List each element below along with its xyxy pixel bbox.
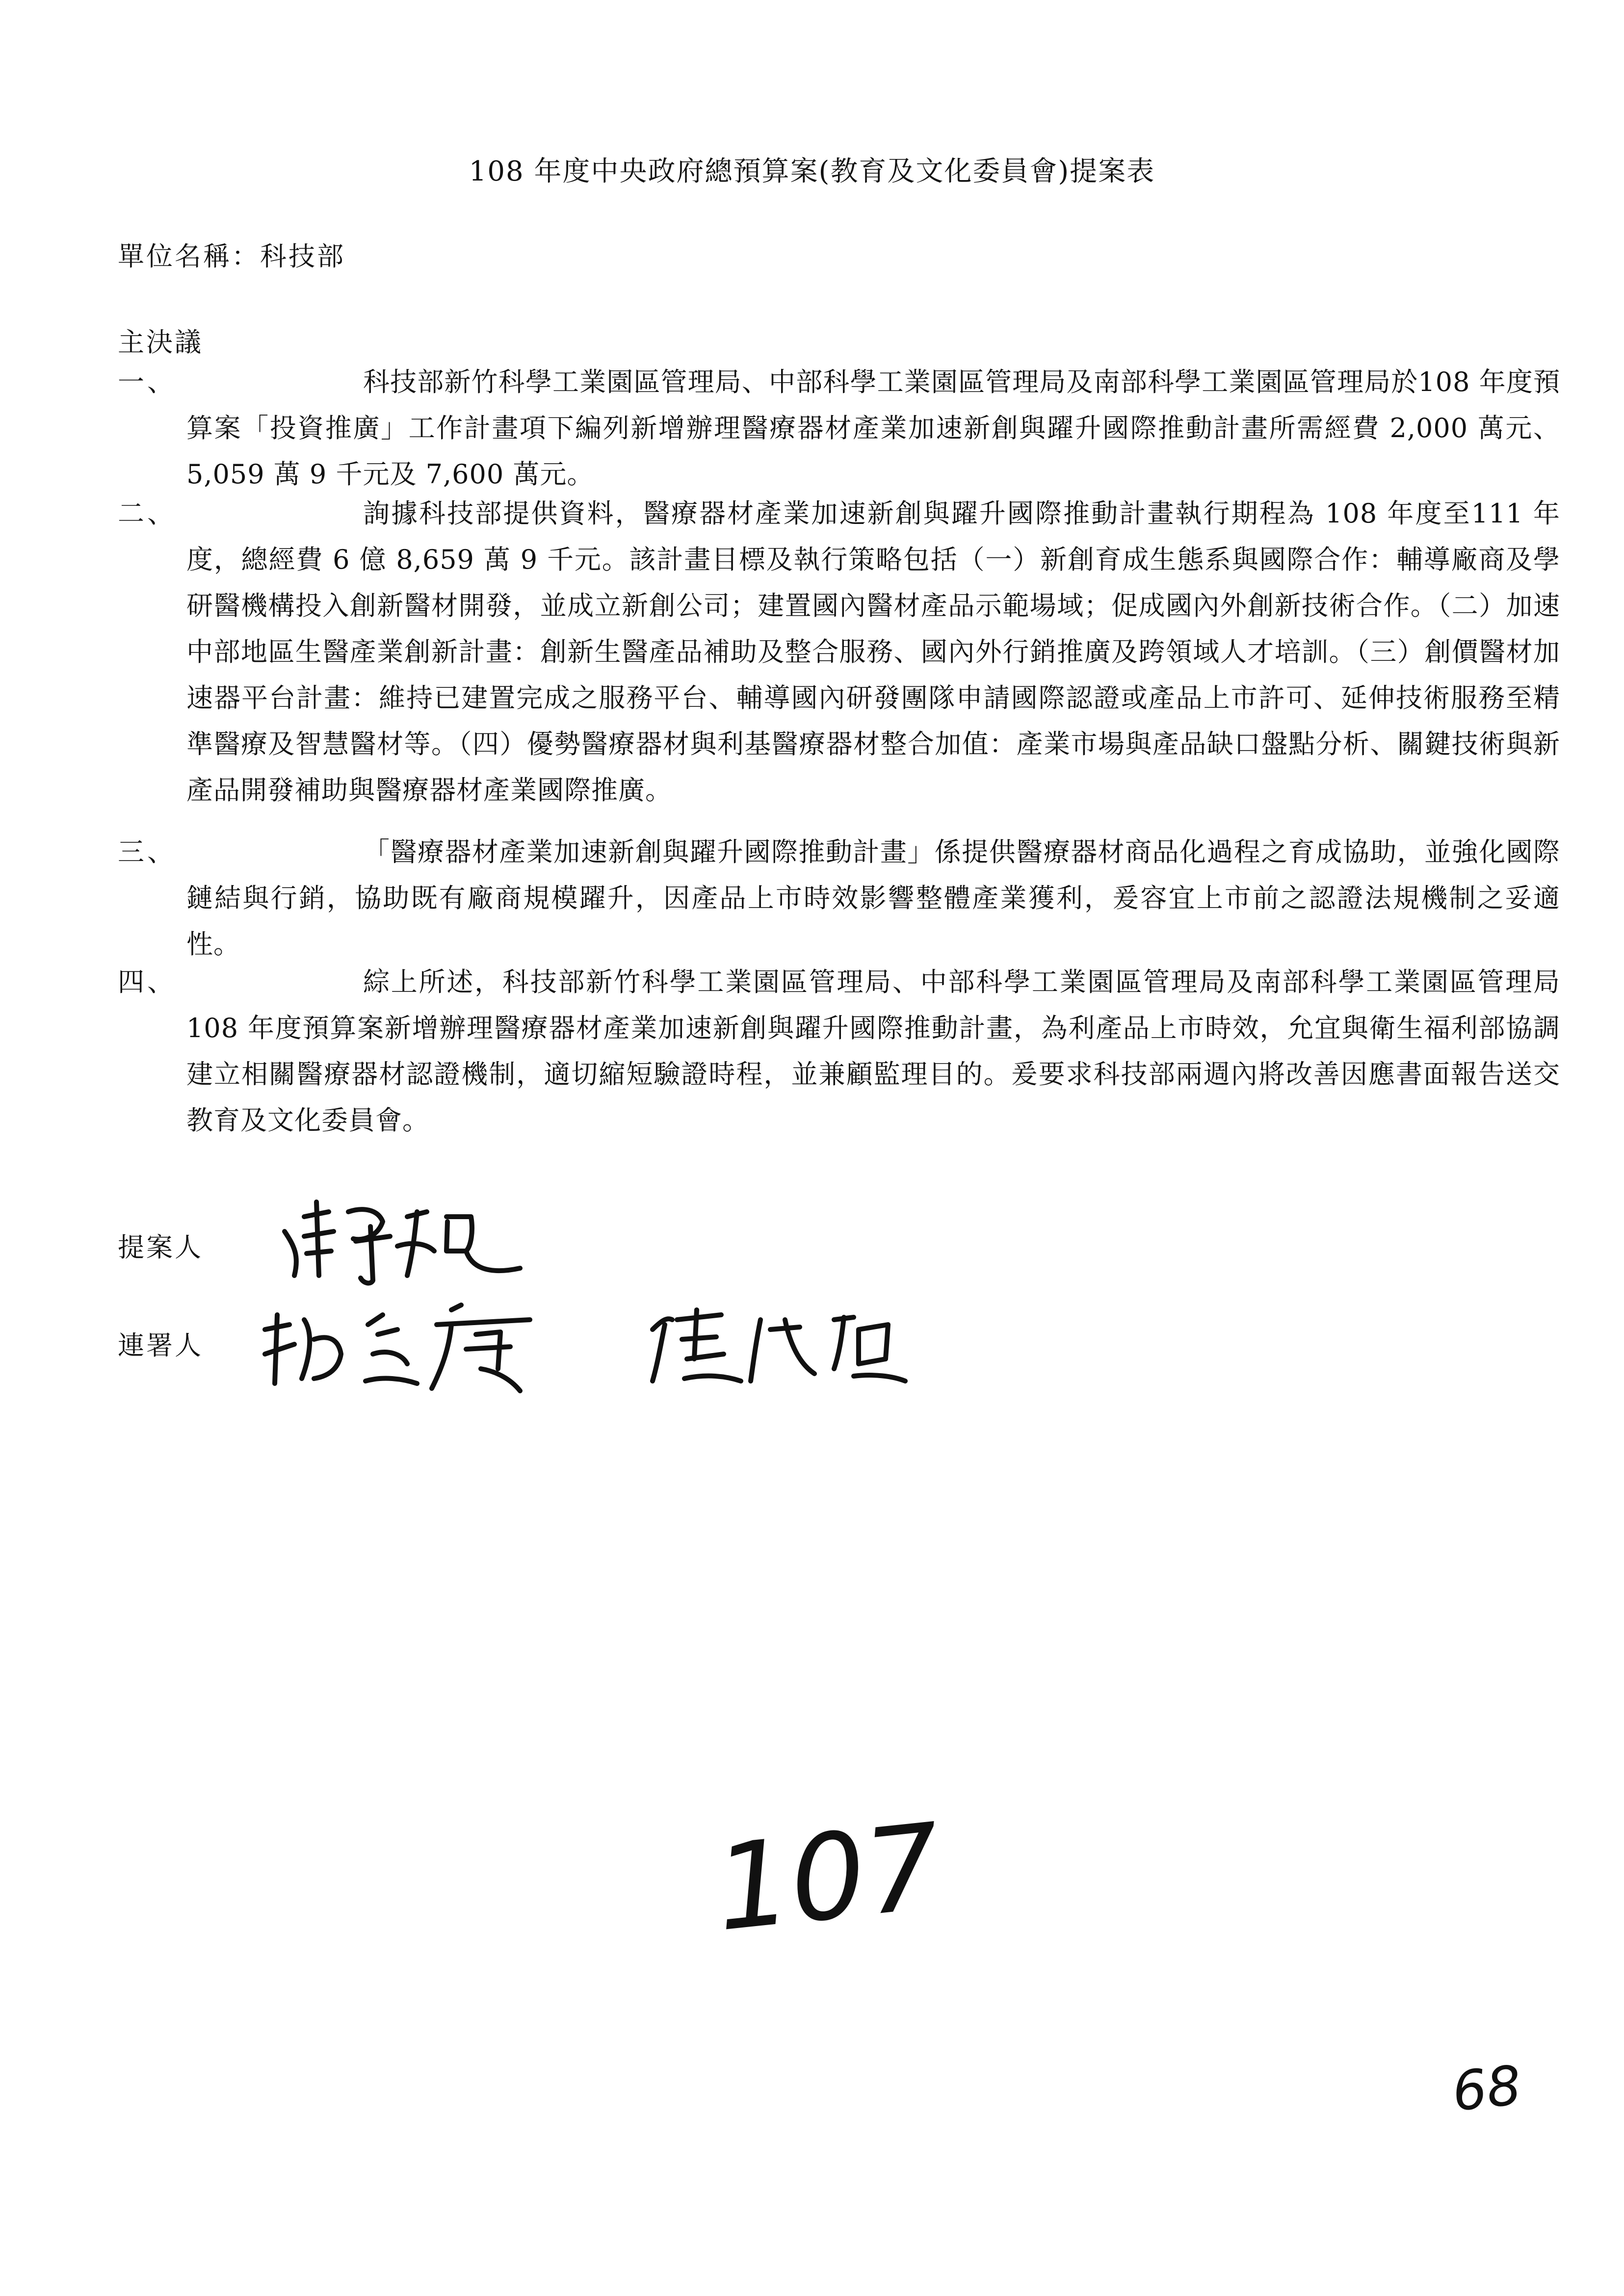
page-number-text: 107: [709, 1797, 947, 1958]
handwritten-sheet-number: [1438, 2051, 1536, 2124]
cosigner-signature-2: [638, 1290, 913, 1388]
item-text: 綜上所述，科技部新竹科學工業園區管理局、中部科學工業園區管理局及南部科學工業園區管理局 108 年度預算案新增辦理醫療器材產業加速新創與躍升國際推動計畫，為利產品上市時效，允宜與衛生福利部協調建立相關醫療器材認證機制，適切縮短驗證時程，並兼顧監理目的。爰要求科技部兩週內將改善因應書面報告送交教育及文化委員會。: [186, 966, 1560, 1136]
item-text: 詢據科技部提供資料，醫療器材產業加速新創與躍升國際推動計畫執行期程為 108 年度至111 年度，總經費 6 億 8,659 萬 9 千元。該計畫目標及執行策略包括（一）新創育成生態系與國際合作：輔導廠商及學研醫機構投入創新醫材開發，並成立新創公司；建置國內醫材產品示範場域；促成國內外創新技術合作。（二）加速中部地區生醫產業創新計畫：創新生醫產品補助及整合服務、國內外行銷推廣及跨領域人才培訓。（三）創價醫材加速器平台計畫：維持已建置完成之服務平台、輔導國內研發團隊申請國際認證或產品上市許可、延伸技術服務至精準醫療及智慧醫材等。（四）優勢醫療器材與利基醫療器材整合加值：產業市場與產品缺口盤點分析、關鍵技術與新產品開發補助與醫療器材產業國際推廣。: [186, 498, 1560, 806]
item-number: 一、: [118, 366, 177, 397]
item-number: 四、: [118, 966, 177, 997]
cosigner-signature-1: [255, 1285, 579, 1398]
proposer-signature: [265, 1182, 579, 1290]
item-text: 「醫療器材產業加速新創與躍升國際推動計畫」係提供醫療器材商品化過程之育成協助，並強化國際鏈結與行銷，協助既有廠商規模躍升，因產品上市時效影響整體產業獲利，爰容宜上市前之認證法規機制之妥適性。: [186, 836, 1560, 960]
resolution-item-2: [118, 491, 1560, 813]
item-text: 科技部新竹科學工業園區管理局、中部科學工業園區管理局及南部科學工業園區管理局於108 年度預算案「投資推廣」工作計畫項下編列新增辦理醫療器材產業加速新創與躍升國際推動計畫所需經費 2,000 萬元、5,059 萬 9 千元及 7,600 萬元。: [186, 366, 1560, 490]
resolution-item-3: [118, 829, 1560, 967]
item-number: 二、: [118, 498, 177, 529]
main-resolution-label: 主決議: [118, 327, 203, 358]
sheet-number-text: 68: [1449, 2054, 1524, 2123]
proposer-label: 提案人: [118, 1232, 203, 1263]
resolution-item-1: [118, 359, 1560, 497]
item-number: 三、: [118, 836, 177, 867]
unit-name: 單位名稱：科技部: [118, 241, 345, 272]
resolution-item-4: [118, 959, 1560, 1144]
document-title: 108 年度中央政府總預算案(教育及文化委員會)提案表: [469, 156, 1155, 187]
cosigner-label: 連署人: [118, 1330, 203, 1361]
handwritten-page-number: [709, 1797, 947, 1962]
